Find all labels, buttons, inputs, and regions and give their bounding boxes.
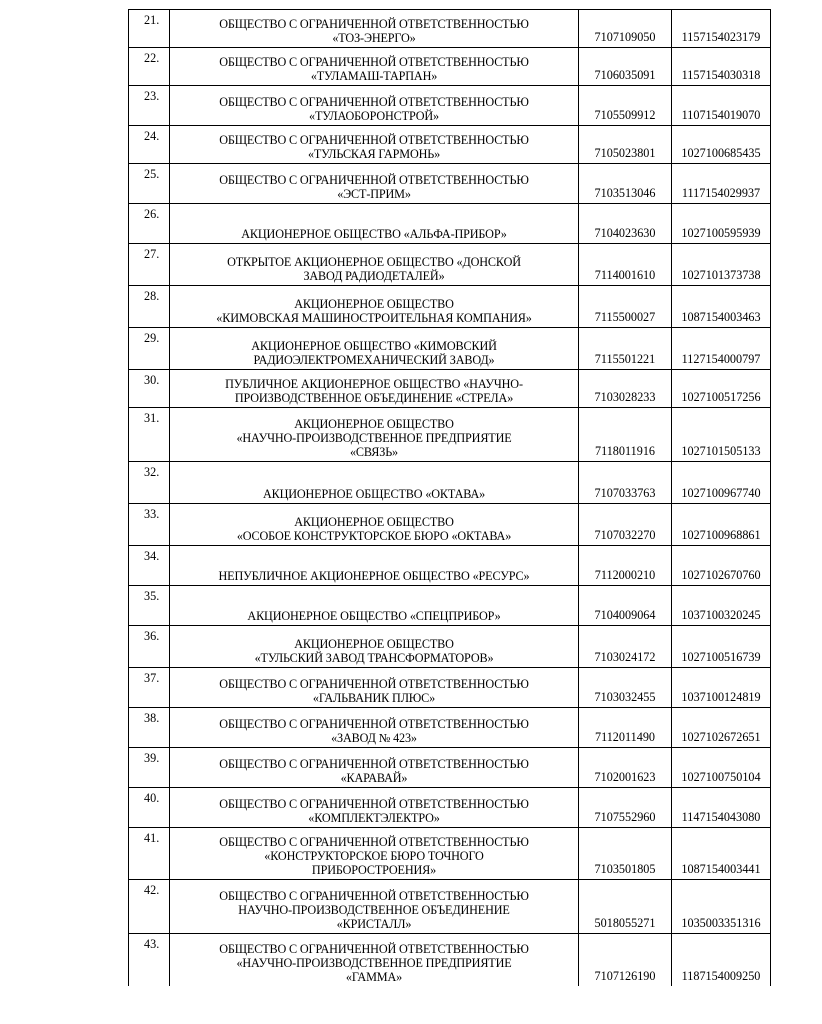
row-number-cell — [129, 788, 170, 828]
ogrn-cell: 1147154043080 — [672, 788, 771, 828]
table-row — [129, 244, 771, 286]
ogrn-cell: 1117154029937 — [672, 164, 771, 204]
inn-cell: 7107126190 — [579, 934, 672, 986]
organization-name-line: «ЗАВОД № 423» — [331, 731, 417, 745]
organization-name-line: «ТУЛЬСКАЯ ГАРМОНЬ» — [307, 147, 441, 161]
row-number-cell — [129, 86, 170, 126]
row-number: 30. — [144, 373, 160, 387]
table-row — [129, 788, 771, 828]
row-number: 22. — [144, 51, 160, 65]
ogrn-cell: 1087154003463 — [672, 286, 771, 328]
row-number-cell — [129, 462, 170, 504]
organization-name-cell — [170, 586, 579, 626]
inn-cell: 7106035091 — [579, 48, 672, 86]
organization-name-line: «ТОЗ-ЭНЕРГО» — [332, 31, 416, 45]
row-number-cell — [129, 244, 170, 286]
organization-name-line: «НАУЧНО-ПРОИЗВОДСТВЕННОЕ ПРЕДПРИЯТИЕ — [236, 431, 512, 445]
organization-name-line: «КАРАВАЙ» — [340, 771, 408, 785]
row-number: 34. — [144, 549, 160, 563]
table-body — [129, 10, 771, 986]
organization-name-cell — [170, 934, 579, 986]
organization-name-line: АКЦИОНЕРНОЕ ОБЩЕСТВО — [294, 515, 454, 529]
organization-name-line: ПРИБОРОСТРОЕНИЯ» — [311, 863, 437, 877]
organization-name-cell — [170, 286, 579, 328]
inn-cell: 7112011490 — [579, 708, 672, 748]
inn-cell: 7107109050 — [579, 10, 672, 48]
organization-name-line: ОБЩЕСТВО С ОГРАНИЧЕННОЙ ОТВЕТСТВЕННОСТЬЮ — [219, 95, 529, 109]
row-number: 29. — [144, 331, 160, 345]
table-row — [129, 10, 771, 48]
inn-cell: 7115500027 — [579, 286, 672, 328]
inn-cell: 7107032270 — [579, 504, 672, 546]
ogrn-cell: 1027100516739 — [672, 626, 771, 668]
organization-name-line: «КРИСТАЛЛ» — [336, 917, 412, 931]
row-number-cell — [129, 626, 170, 668]
ogrn-cell: 1027100967740 — [672, 462, 771, 504]
organization-name-cell — [170, 828, 579, 880]
organization-name-line: АКЦИОНЕРНОЕ ОБЩЕСТВО — [294, 417, 454, 431]
organization-name-line: НЕПУБЛИЧНОЕ АКЦИОНЕРНОЕ ОБЩЕСТВО «РЕСУРС» — [218, 569, 530, 583]
row-number: 23. — [144, 89, 160, 103]
inn-cell: 7115501221 — [579, 328, 672, 370]
table-row — [129, 204, 771, 244]
inn-cell: 7103024172 — [579, 626, 672, 668]
organization-name-line: ОБЩЕСТВО С ОГРАНИЧЕННОЙ ОТВЕТСТВЕННОСТЬЮ — [219, 797, 529, 811]
organization-name-line: АКЦИОНЕРНОЕ ОБЩЕСТВО «АЛЬФА-ПРИБОР» — [241, 227, 507, 241]
inn-cell: 7105509912 — [579, 86, 672, 126]
table-row — [129, 586, 771, 626]
ogrn-cell: 1107154019070 — [672, 86, 771, 126]
organization-name-cell — [170, 880, 579, 934]
row-number: 35. — [144, 589, 160, 603]
organization-name-cell — [170, 86, 579, 126]
organization-name-cell — [170, 408, 579, 462]
table-row — [129, 48, 771, 86]
ogrn-cell: 1027101373738 — [672, 244, 771, 286]
inn-cell: 7118011916 — [579, 408, 672, 462]
table-row — [129, 462, 771, 504]
table-row — [129, 708, 771, 748]
row-number: 25. — [144, 167, 160, 181]
inn-cell: 7102001623 — [579, 748, 672, 788]
table-row — [129, 370, 771, 408]
organization-name-line: «ТУЛАОБОРОНСТРОЙ» — [309, 109, 439, 123]
organization-name-line: «СВЯЗЬ» — [349, 445, 399, 459]
row-number: 42. — [144, 883, 160, 897]
row-number-cell — [129, 504, 170, 546]
organization-name-line: «КОМПЛЕКТЭЛЕКТРО» — [308, 811, 440, 825]
row-number-cell — [129, 668, 170, 708]
ogrn-cell: 1035003351316 — [672, 880, 771, 934]
row-number-cell — [129, 708, 170, 748]
inn-cell: 7107552960 — [579, 788, 672, 828]
organization-name-line: «ГАММА» — [345, 969, 403, 984]
ogrn-cell: 1157154030318 — [672, 48, 771, 86]
ogrn-cell: 1127154000797 — [672, 328, 771, 370]
organization-name-line: ПУБЛИЧНОЕ АКЦИОНЕРНОЕ ОБЩЕСТВО «НАУЧНО- — [225, 377, 523, 391]
row-number: 31. — [144, 411, 160, 425]
organizations-table — [128, 9, 771, 986]
organization-name-line: ОТКРЫТОЕ АКЦИОНЕРНОЕ ОБЩЕСТВО «ДОНСКОЙ — [227, 255, 521, 269]
row-number: 28. — [144, 289, 160, 303]
organization-name-line: ОБЩЕСТВО С ОГРАНИЧЕННОЙ ОТВЕТСТВЕННОСТЬЮ — [219, 717, 529, 731]
organization-name-line: ПРОИЗВОДСТВЕННОЕ ОБЪЕДИНЕНИЕ «СТРЕЛА» — [234, 391, 514, 405]
organization-name-cell — [170, 462, 579, 504]
inn-cell: 7103028233 — [579, 370, 672, 408]
ogrn-cell: 1037100124819 — [672, 668, 771, 708]
row-number-cell — [129, 586, 170, 626]
inn-cell: 7105023801 — [579, 126, 672, 164]
organization-name-line: ОБЩЕСТВО С ОГРАНИЧЕННОЙ ОТВЕТСТВЕННОСТЬЮ — [219, 677, 529, 691]
row-number-cell — [129, 546, 170, 586]
ogrn-cell: 1087154003441 — [672, 828, 771, 880]
ogrn-cell: 1027102670760 — [672, 546, 771, 586]
row-number-cell — [129, 748, 170, 788]
table-row — [129, 328, 771, 370]
row-number: 37. — [144, 671, 160, 685]
ogrn-cell: 1187154009250 — [672, 934, 771, 986]
table-row — [129, 626, 771, 668]
row-number: 40. — [144, 791, 160, 805]
organization-name-line: «НАУЧНО-ПРОИЗВОДСТВЕННОЕ ПРЕДПРИЯТИЕ — [236, 955, 512, 970]
organization-name-line: ОБЩЕСТВО С ОГРАНИЧЕННОЙ ОТВЕТСТВЕННОСТЬЮ — [219, 757, 529, 771]
ogrn-cell: 1027102672651 — [672, 708, 771, 748]
organization-name-line: АКЦИОНЕРНОЕ ОБЩЕСТВО «СПЕЦПРИБОР» — [247, 609, 501, 623]
row-number-cell — [129, 164, 170, 204]
organization-name-cell — [170, 126, 579, 164]
ogrn-cell: 1027100750104 — [672, 748, 771, 788]
row-number-cell — [129, 328, 170, 370]
inn-cell: 7103032455 — [579, 668, 672, 708]
table-row — [129, 880, 771, 934]
inn-cell: 7104009064 — [579, 586, 672, 626]
table-row — [129, 286, 771, 328]
organization-name-line: АКЦИОНЕРНОЕ ОБЩЕСТВО — [294, 637, 454, 651]
inn-cell: 7107033763 — [579, 462, 672, 504]
row-number: 43. — [144, 937, 160, 951]
row-number-cell — [129, 828, 170, 880]
ogrn-cell: 1027100595939 — [672, 204, 771, 244]
row-number-cell — [129, 286, 170, 328]
table-row — [129, 934, 771, 986]
ogrn-cell: 1027100685435 — [672, 126, 771, 164]
table-row — [129, 408, 771, 462]
organization-name-line: НАУЧНО-ПРОИЗВОДСТВЕННОЕ ОБЪЕДИНЕНИЕ — [238, 903, 510, 917]
row-number-cell — [129, 880, 170, 934]
organization-name-line: ОБЩЕСТВО С ОГРАНИЧЕННОЙ ОТВЕТСТВЕННОСТЬЮ — [219, 835, 529, 849]
organization-name-line: «ЭСТ-ПРИМ» — [337, 187, 411, 201]
table-row — [129, 748, 771, 788]
row-number-cell — [129, 370, 170, 408]
organization-name-line: «ТУЛЬСКИЙ ЗАВОД ТРАНСФОРМАТОРОВ» — [254, 651, 494, 665]
row-number: 24. — [144, 129, 160, 143]
inn-cell: 7114001610 — [579, 244, 672, 286]
organization-name-line: АКЦИОНЕРНОЕ ОБЩЕСТВО — [294, 297, 454, 311]
organization-name-line: АКЦИОНЕРНОЕ ОБЩЕСТВО «КИМОВСКИЙ — [251, 339, 497, 353]
row-number: 33. — [144, 507, 160, 521]
organization-name-cell — [170, 668, 579, 708]
table-row — [129, 126, 771, 164]
organization-name-cell — [170, 48, 579, 86]
row-number-cell — [129, 10, 170, 48]
organization-name-line: ОБЩЕСТВО С ОГРАНИЧЕННОЙ ОТВЕТСТВЕННОСТЬЮ — [219, 55, 529, 69]
row-number-cell — [129, 408, 170, 462]
inn-cell: 5018055271 — [579, 880, 672, 934]
row-number: 21. — [144, 13, 160, 27]
organization-name-cell — [170, 504, 579, 546]
organization-name-line: ОБЩЕСТВО С ОГРАНИЧЕННОЙ ОТВЕТСТВЕННОСТЬЮ — [219, 133, 529, 147]
table-row — [129, 504, 771, 546]
table-row — [129, 668, 771, 708]
table-row — [129, 546, 771, 586]
organization-name-line: ОБЩЕСТВО С ОГРАНИЧЕННОЙ ОТВЕТСТВЕННОСТЬЮ — [219, 941, 529, 956]
organization-name-line: «ОСОБОЕ КОНСТРУКТОРСКОЕ БЮРО «ОКТАВА» — [236, 529, 512, 543]
organization-name-cell — [170, 546, 579, 586]
organization-name-line: «ГАЛЬВАНИК ПЛЮС» — [312, 691, 436, 705]
ogrn-cell: 1157154023179 — [672, 10, 771, 48]
organization-name-line: «ТУЛАМАШ-ТАРПАН» — [310, 69, 438, 83]
inn-cell: 7103501805 — [579, 828, 672, 880]
organization-name-cell — [170, 244, 579, 286]
organization-name-line: «КОНСТРУКТОРСКОЕ БЮРО ТОЧНОГО — [264, 849, 484, 863]
ogrn-cell: 1037100320245 — [672, 586, 771, 626]
organization-name-cell — [170, 10, 579, 48]
row-number: 27. — [144, 247, 160, 261]
inn-cell: 7104023630 — [579, 204, 672, 244]
organization-name-cell — [170, 328, 579, 370]
ogrn-cell: 1027100517256 — [672, 370, 771, 408]
organization-name-cell — [170, 626, 579, 668]
row-number: 36. — [144, 629, 160, 643]
organization-name-line: АКЦИОНЕРНОЕ ОБЩЕСТВО «ОКТАВА» — [262, 487, 486, 501]
organization-name-line: ЗАВОД РАДИОДЕТАЛЕЙ» — [303, 269, 445, 283]
row-number: 32. — [144, 465, 160, 479]
table-row — [129, 86, 771, 126]
organization-name-cell — [170, 788, 579, 828]
organization-name-cell — [170, 164, 579, 204]
inn-cell: 7112000210 — [579, 546, 672, 586]
row-number: 41. — [144, 831, 160, 845]
row-number-cell — [129, 126, 170, 164]
row-number: 38. — [144, 711, 160, 725]
inn-cell: 7103513046 — [579, 164, 672, 204]
organization-name-line: ОБЩЕСТВО С ОГРАНИЧЕННОЙ ОТВЕТСТВЕННОСТЬЮ — [219, 17, 529, 31]
organization-name-cell — [170, 370, 579, 408]
organization-name-line: ОБЩЕСТВО С ОГРАНИЧЕННОЙ ОТВЕТСТВЕННОСТЬЮ — [219, 173, 529, 187]
organization-name-cell — [170, 708, 579, 748]
organization-name-cell — [170, 748, 579, 788]
row-number: 26. — [144, 207, 160, 221]
row-number-cell — [129, 204, 170, 244]
table-row — [129, 828, 771, 880]
organization-name-cell — [170, 204, 579, 244]
organization-name-line: РАДИОЭЛЕКТРОМЕХАНИЧЕСКИЙ ЗАВОД» — [253, 353, 495, 367]
ogrn-cell: 1027101505133 — [672, 408, 771, 462]
table-row — [129, 164, 771, 204]
organization-name-line: ОБЩЕСТВО С ОГРАНИЧЕННОЙ ОТВЕТСТВЕННОСТЬЮ — [219, 889, 529, 903]
row-number: 39. — [144, 751, 160, 765]
row-number-cell — [129, 48, 170, 86]
row-number-cell — [129, 934, 170, 986]
ogrn-cell: 1027100968861 — [672, 504, 771, 546]
organization-name-line: «КИМОВСКАЯ МАШИНОСТРОИТЕЛЬНАЯ КОМПАНИЯ» — [216, 311, 532, 325]
